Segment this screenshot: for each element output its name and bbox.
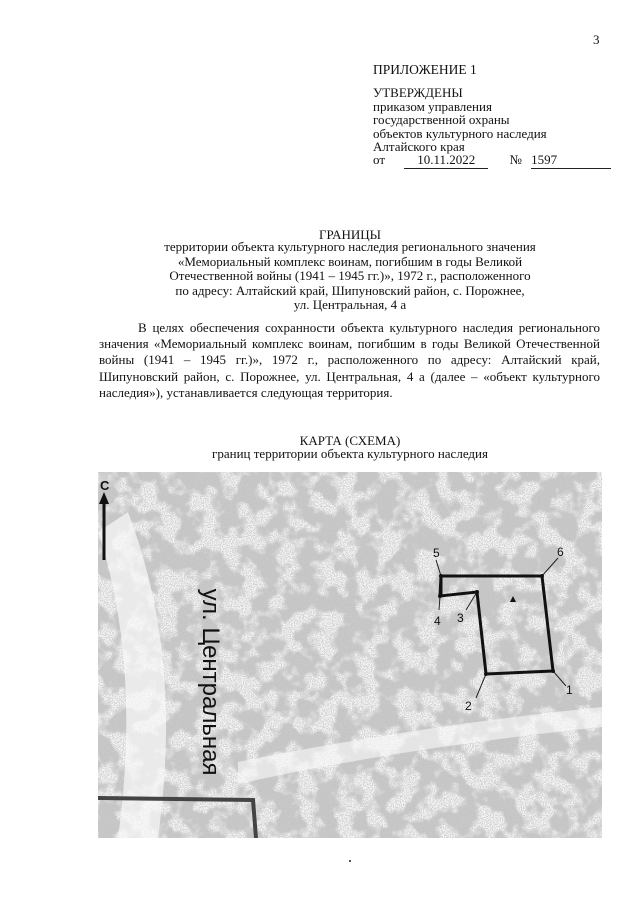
map-image — [98, 472, 602, 838]
page-mark — [349, 860, 351, 862]
page-number: 3 — [593, 32, 600, 47]
order-date: 10.11.2022 — [404, 152, 488, 169]
heading-line: ул. Центральная, 4 а — [293, 297, 407, 312]
point-label-2: 2 — [465, 699, 472, 713]
north-arrow-icon — [98, 492, 110, 562]
approval-line: Алтайского края — [373, 139, 465, 154]
map-title: КАРТА (СХЕМА) — [299, 433, 401, 448]
street-label: ул. Центральная — [197, 588, 224, 776]
heading-line: по адресу: Алтайский край, Шипуновский район, с. Порожнее, — [175, 282, 525, 298]
heading-line: территории объекта культурного наследия регионального значения — [164, 239, 536, 254]
approval-line: государственной охраны — [373, 112, 510, 127]
order-line — [373, 152, 611, 169]
heading-line: Отечественной войны (1941 – 1945 гг.)», 1972 г., расположенного — [169, 268, 531, 283]
approval-line: приказом управления — [373, 98, 492, 114]
approval-block — [373, 86, 547, 154]
heading-title: ГРАНИЦЫ — [319, 227, 381, 242]
point-label-4: 4 — [434, 614, 441, 628]
map-subtitle: границ территории объекта культурного наследия — [212, 446, 488, 461]
order-number-label: № — [509, 152, 522, 167]
boundary-map — [98, 472, 602, 838]
point-label-5: 5 — [433, 546, 440, 560]
approval-line: УТВЕРЖДЕНЫ — [373, 85, 463, 100]
approval-line: объектов культурного наследия — [373, 125, 547, 141]
heading-subtitle — [120, 240, 580, 313]
appendix-title: ПРИЛОЖЕНИЕ 1 — [373, 62, 477, 77]
point-label-6: 6 — [557, 545, 564, 559]
body-paragraph: В целях обеспечения сохранности объекта культурного наследия регионального значения «Мемориальный комплекс воинам, погибшим в годы Великой Отечественной войны (1941 – 1945 гг.)», 1972 г., расположенного по адресу: Алтайский край, Шипуновский район, с. Порожнее, ул. Центральная, 4 а (далее – «объект культурного наследия»), устанавливается следующая территория. — [99, 320, 600, 400]
point-label-3: 3 — [457, 611, 464, 625]
order-from-label: от — [373, 152, 386, 167]
heading-line: «Мемориальный комплекс воинам, погибшим в годы Великой — [177, 253, 523, 269]
order-number: 1597 — [531, 152, 611, 169]
north-label: С — [100, 478, 110, 493]
point-label-1: 1 — [566, 683, 573, 697]
